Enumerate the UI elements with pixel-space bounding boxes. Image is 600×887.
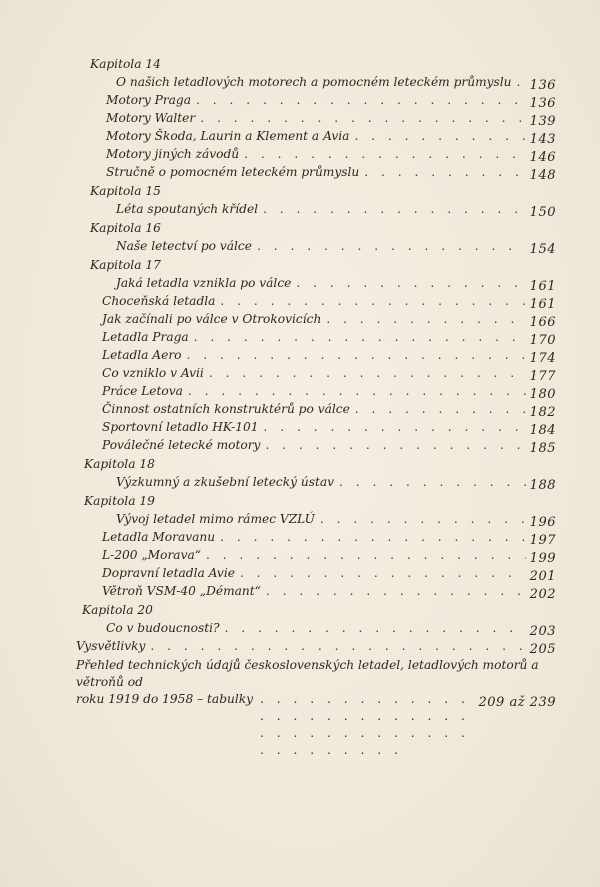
page-number: 177 — [529, 369, 556, 384]
page-number: 161 — [529, 279, 556, 294]
page-number: 209 až 239 — [478, 695, 556, 710]
toc-entry[interactable]: Co v budoucnosti? . . . 203 — [76, 619, 556, 637]
page-number: 174 — [529, 351, 556, 366]
toc-entry-vysvetlivky[interactable]: Vysvětlivky . . . 205 — [76, 637, 556, 655]
page-number: 136 — [529, 78, 556, 93]
chapter-heading-19: Kapitola 19 — [84, 494, 155, 508]
toc-entry-prehled[interactable] — [76, 657, 556, 759]
page-number: 154 — [529, 242, 556, 257]
toc-entry[interactable]: Jak začínali po válce v Otrokovicích . . . 166 — [76, 310, 556, 328]
toc-entry-line: Přehled technických údajů československých letadel, letadlových motorů a větroňů od — [76, 658, 539, 689]
page-number: 150 — [529, 205, 556, 220]
toc-entry[interactable]: Větroň VSM-40 „Démant“ . . . 202 — [76, 582, 556, 600]
toc-entry[interactable]: Motory Walter . . . 139 — [76, 109, 556, 127]
toc-entry[interactable]: Práce Letova . . . 180 — [76, 382, 556, 400]
page-number: 136 — [529, 96, 556, 111]
toc-entry[interactable]: Stručně o pomocném leteckém průmyslu . . . 148 — [76, 163, 556, 181]
page-number: 146 — [529, 150, 556, 165]
toc-entry[interactable]: Motory Praga . . . 136 — [76, 91, 556, 109]
page-number: 205 — [529, 642, 556, 657]
chapter-heading-18: Kapitola 18 — [84, 457, 155, 471]
toc-entry[interactable]: L-200 „Morava“ . . . 199 — [76, 546, 556, 564]
page-number: 148 — [529, 168, 556, 183]
chapter-heading-17: Kapitola 17 — [90, 258, 161, 272]
chapter-heading-14: Kapitola 14 — [90, 57, 161, 71]
page-number: 188 — [529, 478, 556, 493]
page-number: 166 — [529, 315, 556, 330]
page-number: 139 — [529, 114, 556, 129]
toc-entry[interactable]: Co vzniklo v Avii . . . 177 — [76, 364, 556, 382]
page-number: 201 — [529, 569, 556, 584]
toc-entry[interactable]: Choceňská letadla . . . 161 — [76, 292, 556, 310]
page-number: 170 — [529, 333, 556, 348]
chapter-heading-20: Kapitola 20 — [82, 603, 153, 617]
page-number: 143 — [529, 132, 556, 147]
toc-entry[interactable]: Letadla Moravanu . . . 197 — [76, 528, 556, 546]
page-number: 202 — [529, 587, 556, 602]
toc-entry[interactable]: Jaká letadla vznikla po válce . . . 161 — [76, 274, 556, 292]
toc-entry[interactable]: Činnost ostatních konstruktérů po válce . . . 182 — [76, 400, 556, 418]
page-number: 199 — [529, 551, 556, 566]
table-of-contents — [76, 54, 556, 759]
page-number: 184 — [529, 423, 556, 438]
toc-entry[interactable]: O našich letadlových motorech a pomocném leteckém průmyslu . . . 136 — [76, 73, 556, 91]
toc-entry[interactable]: Vývoj letadel mimo rámec VZLÚ . . . 196 — [76, 510, 556, 528]
toc-entry[interactable]: Výzkumný a zkušební letecký ústav . . . 188 — [76, 473, 556, 491]
page-number: 161 — [529, 297, 556, 312]
toc-entry[interactable]: Letadla Praga . . . 170 — [76, 328, 556, 346]
toc-entry[interactable]: Motory jiných závodů . . . 146 — [76, 145, 556, 163]
page-number: 203 — [529, 624, 556, 639]
page-number: 182 — [529, 405, 556, 420]
page-number: 180 — [529, 387, 556, 402]
chapter-heading-15: Kapitola 15 — [90, 184, 161, 198]
toc-entry[interactable]: Dopravní letadla Avie . . . 201 — [76, 564, 556, 582]
page-number: 197 — [529, 533, 556, 548]
page-number: 196 — [529, 515, 556, 530]
toc-entry[interactable]: Poválečné letecké motory . . . 185 — [76, 436, 556, 454]
toc-entry[interactable]: Naše letectví po válce . . . 154 — [76, 237, 556, 255]
chapter-heading-16: Kapitola 16 — [90, 221, 161, 235]
toc-entry-line: roku 1919 do 1958 – tabulky — [76, 692, 254, 706]
toc-entry[interactable]: Letadla Aero . . . 174 — [76, 346, 556, 364]
toc-entry[interactable]: Léta spoutaných křídel . . . 150 — [76, 200, 556, 218]
page-number: 185 — [529, 441, 556, 456]
toc-entry[interactable]: Sportovní letadlo HK-101 . . . 184 — [76, 418, 556, 436]
toc-entry[interactable]: Motory Škoda, Laurin a Klement a Avia . . . 143 — [76, 127, 556, 145]
